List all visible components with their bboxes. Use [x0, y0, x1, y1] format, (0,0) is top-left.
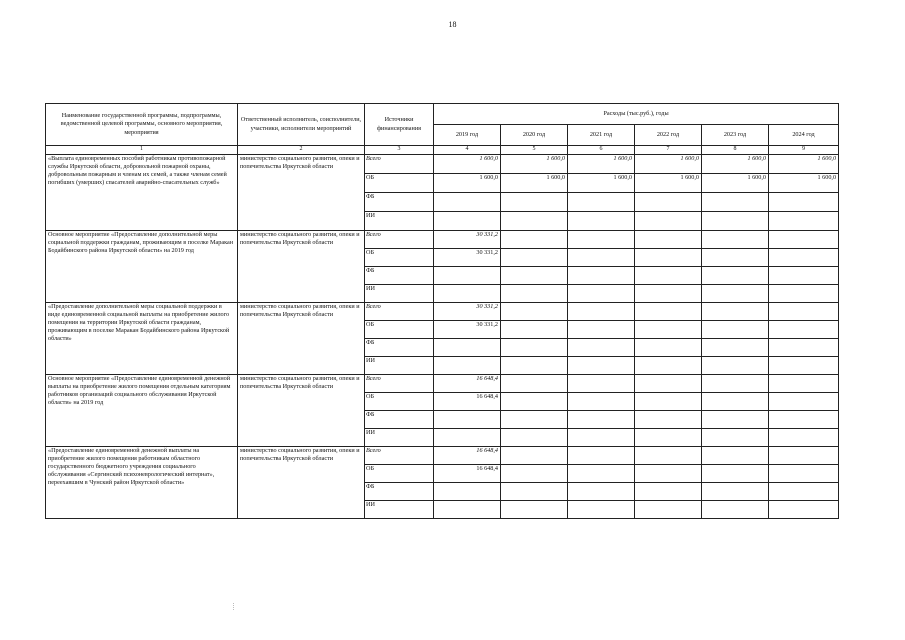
funding-source: ФБ [365, 267, 434, 285]
expense-value: 1 600,0 [769, 174, 839, 193]
header-year: 2021 год [568, 125, 635, 146]
expense-value [769, 339, 839, 357]
expense-value [635, 339, 702, 357]
expense-value [501, 249, 568, 267]
expense-value [702, 231, 769, 249]
expense-value [501, 193, 568, 212]
expense-value [635, 193, 702, 212]
expense-value [702, 429, 769, 447]
column-number: 4 [434, 146, 501, 155]
program-name: «Предоставление единовременной денежной выплаты на приобретение жилого помещения работникам областного государственного бюджетного учреждения социального обслуживания «Сергинский психоневрологический интернат», переехавшим в Чунский район Иркутской области» [46, 447, 238, 519]
expense-value [769, 193, 839, 212]
expense-value [635, 321, 702, 339]
expense-value [434, 411, 501, 429]
funding-source: ФБ [365, 411, 434, 429]
expense-value [501, 267, 568, 285]
executor-name: министерство социального развития, опеки и попечительства Иркутской области [238, 155, 365, 231]
scan-mark [233, 603, 235, 610]
expense-value: 1 600,0 [702, 155, 769, 174]
expense-value [769, 249, 839, 267]
funding-source: ИИ [365, 285, 434, 303]
executor-name: министерство социального развития, опеки и попечительства Иркутской области [238, 231, 365, 303]
expense-value: 1 600,0 [635, 155, 702, 174]
expense-value [568, 321, 635, 339]
expense-value [702, 303, 769, 321]
expense-value [769, 321, 839, 339]
expense-value [635, 357, 702, 375]
expense-value [635, 249, 702, 267]
expense-value [501, 393, 568, 411]
expense-value: 1 600,0 [702, 174, 769, 193]
executor-name: министерство социального развития, опеки и попечительства Иркутской области [238, 447, 365, 519]
page-number: 18 [448, 20, 457, 29]
funding-source: ОБ [365, 465, 434, 483]
expense-value [635, 411, 702, 429]
expense-value: 1 600,0 [568, 174, 635, 193]
funding-source: Всего [365, 375, 434, 393]
expense-value [769, 429, 839, 447]
funding-source: ФБ [365, 483, 434, 501]
expense-value: 16 648,4 [434, 447, 501, 465]
expense-value: 16 648,4 [434, 393, 501, 411]
expense-value [568, 267, 635, 285]
expense-value: 1 600,0 [501, 155, 568, 174]
expense-value [635, 501, 702, 519]
expense-value [635, 285, 702, 303]
column-number: 2 [238, 146, 365, 155]
expense-value [702, 465, 769, 483]
funding-source: Всего [365, 155, 434, 174]
expense-value [568, 357, 635, 375]
expense-value [501, 212, 568, 231]
expense-value [501, 303, 568, 321]
expense-value [702, 375, 769, 393]
program-name: «Выплата единовременных пособий работникам противопожарной службы Иркутской области, добровольной пожарной охраны, добровольным пожарным и членам их семей, а также членам семей погибших (умерших) спасателей аварийно-спасательных служб» [46, 155, 238, 231]
expense-value: 30 331,2 [434, 303, 501, 321]
budget-table [45, 103, 839, 519]
expense-value [568, 393, 635, 411]
program-name: «Предоставление дополнительной меры социальной поддержки в виде единовременной социальной выплаты на приобретение жилого помещения на территории Иркутской области гражданам, проживающим в поселке Маракан Бодайбинского района Иркутской области» [46, 303, 238, 375]
expense-value [635, 429, 702, 447]
expense-value [568, 285, 635, 303]
expense-value [769, 501, 839, 519]
column-number: 8 [702, 146, 769, 155]
expense-value: 30 331,2 [434, 231, 501, 249]
expense-value [434, 501, 501, 519]
expense-value [568, 447, 635, 465]
expense-value: 1 600,0 [434, 174, 501, 193]
funding-source: ИИ [365, 357, 434, 375]
funding-source: ОБ [365, 393, 434, 411]
funding-source: Всего [365, 447, 434, 465]
expense-value [702, 285, 769, 303]
column-number: 3 [365, 146, 434, 155]
table-row [46, 447, 839, 465]
expense-value [702, 267, 769, 285]
expense-value [702, 321, 769, 339]
expense-value [434, 483, 501, 501]
table-row [46, 375, 839, 393]
expense-value [702, 249, 769, 267]
expense-value [434, 212, 501, 231]
column-number: 9 [769, 146, 839, 155]
expense-value [769, 303, 839, 321]
expense-value [568, 501, 635, 519]
expense-value [568, 411, 635, 429]
expense-value [568, 429, 635, 447]
executor-name: министерство социального развития, опеки и попечительства Иркутской области [238, 303, 365, 375]
expense-value [769, 375, 839, 393]
expense-value [434, 267, 501, 285]
expense-value [568, 375, 635, 393]
expense-value [501, 483, 568, 501]
expense-value: 1 600,0 [501, 174, 568, 193]
expense-value [769, 483, 839, 501]
expense-value [635, 393, 702, 411]
expense-value [702, 193, 769, 212]
executor-name: министерство социального развития, опеки и попечительства Иркутской области [238, 375, 365, 447]
expense-value [635, 303, 702, 321]
expense-value [769, 212, 839, 231]
funding-source: Всего [365, 231, 434, 249]
table-row [46, 303, 839, 321]
header-executor-column: Ответственный исполнитель, соисполнители, участники, исполнители мероприятий [238, 104, 365, 146]
funding-source: ОБ [365, 321, 434, 339]
expense-value [501, 411, 568, 429]
expense-value [769, 393, 839, 411]
funding-source: ФБ [365, 339, 434, 357]
funding-source: ИИ [365, 501, 434, 519]
expense-value [501, 357, 568, 375]
header-name-column: Наименование государственной программы, подпрограммы, ведомственной целевой программы, основного мероприятия, мероприятия [46, 104, 238, 146]
expense-value [769, 231, 839, 249]
expense-value [635, 483, 702, 501]
expense-value [635, 465, 702, 483]
expense-value [635, 231, 702, 249]
expense-value [568, 465, 635, 483]
expense-value [501, 231, 568, 249]
expense-value [501, 465, 568, 483]
expense-value [501, 447, 568, 465]
header-expenses: Расходы (тыс.руб.), годы [434, 104, 839, 125]
funding-source: ФБ [365, 193, 434, 212]
expense-value: 1 600,0 [568, 155, 635, 174]
program-name: Основное мероприятие «Предоставление единовременной денежной выплаты на приобретение жилого помещения отдельным категориям работников организаций социального обслуживания Иркутской области» на 2019 год [46, 375, 238, 447]
expense-value [568, 212, 635, 231]
expense-value [702, 393, 769, 411]
expense-value [769, 465, 839, 483]
expense-value [434, 429, 501, 447]
expense-value: 1 600,0 [635, 174, 702, 193]
table-row [46, 155, 839, 174]
expense-value [769, 285, 839, 303]
expense-value [635, 267, 702, 285]
program-name: Основное мероприятие «Предоставление дополнительной меры социальной поддержки гражданам, проживающим в поселке Маракан Бодайбинского района Иркутской области» на 2019 год [46, 231, 238, 303]
expense-value [702, 447, 769, 465]
funding-source: ОБ [365, 174, 434, 193]
expense-value [635, 212, 702, 231]
expense-value: 30 331,2 [434, 321, 501, 339]
expense-value [702, 411, 769, 429]
header-year: 2022 год [635, 125, 702, 146]
header-year: 2024 год [769, 125, 839, 146]
expense-value [434, 285, 501, 303]
expense-value [501, 375, 568, 393]
expense-value [702, 501, 769, 519]
funding-source: ИИ [365, 429, 434, 447]
expense-value [568, 339, 635, 357]
column-number: 7 [635, 146, 702, 155]
column-number: 6 [568, 146, 635, 155]
column-number: 5 [501, 146, 568, 155]
expense-value [702, 212, 769, 231]
expense-value: 30 331,2 [434, 249, 501, 267]
expense-value [568, 249, 635, 267]
expense-value [501, 429, 568, 447]
expense-value [769, 411, 839, 429]
expense-value [568, 193, 635, 212]
table-row [46, 231, 839, 249]
header-year: 2019 год [434, 125, 501, 146]
header-source-column: Источники финансирования [365, 104, 434, 146]
expense-value [434, 193, 501, 212]
header-year: 2020 год [501, 125, 568, 146]
expense-value [769, 267, 839, 285]
expense-value [702, 339, 769, 357]
expense-value [635, 375, 702, 393]
expense-value: 1 600,0 [434, 155, 501, 174]
expense-value [769, 357, 839, 375]
expense-value [635, 447, 702, 465]
expense-value [568, 303, 635, 321]
expense-value [769, 447, 839, 465]
column-number: 1 [46, 146, 238, 155]
expense-value: 1 600,0 [769, 155, 839, 174]
expense-value [568, 231, 635, 249]
funding-source: Всего [365, 303, 434, 321]
expense-value [434, 339, 501, 357]
header-year: 2023 год [702, 125, 769, 146]
expense-value: 16 648,4 [434, 465, 501, 483]
expense-value: 16 648,4 [434, 375, 501, 393]
expense-value [702, 357, 769, 375]
expense-value [501, 321, 568, 339]
funding-source: ОБ [365, 249, 434, 267]
funding-source: ИИ [365, 212, 434, 231]
expense-value [434, 357, 501, 375]
expense-value [568, 483, 635, 501]
expense-value [501, 501, 568, 519]
expense-value [501, 285, 568, 303]
expense-value [501, 339, 568, 357]
expense-value [702, 483, 769, 501]
